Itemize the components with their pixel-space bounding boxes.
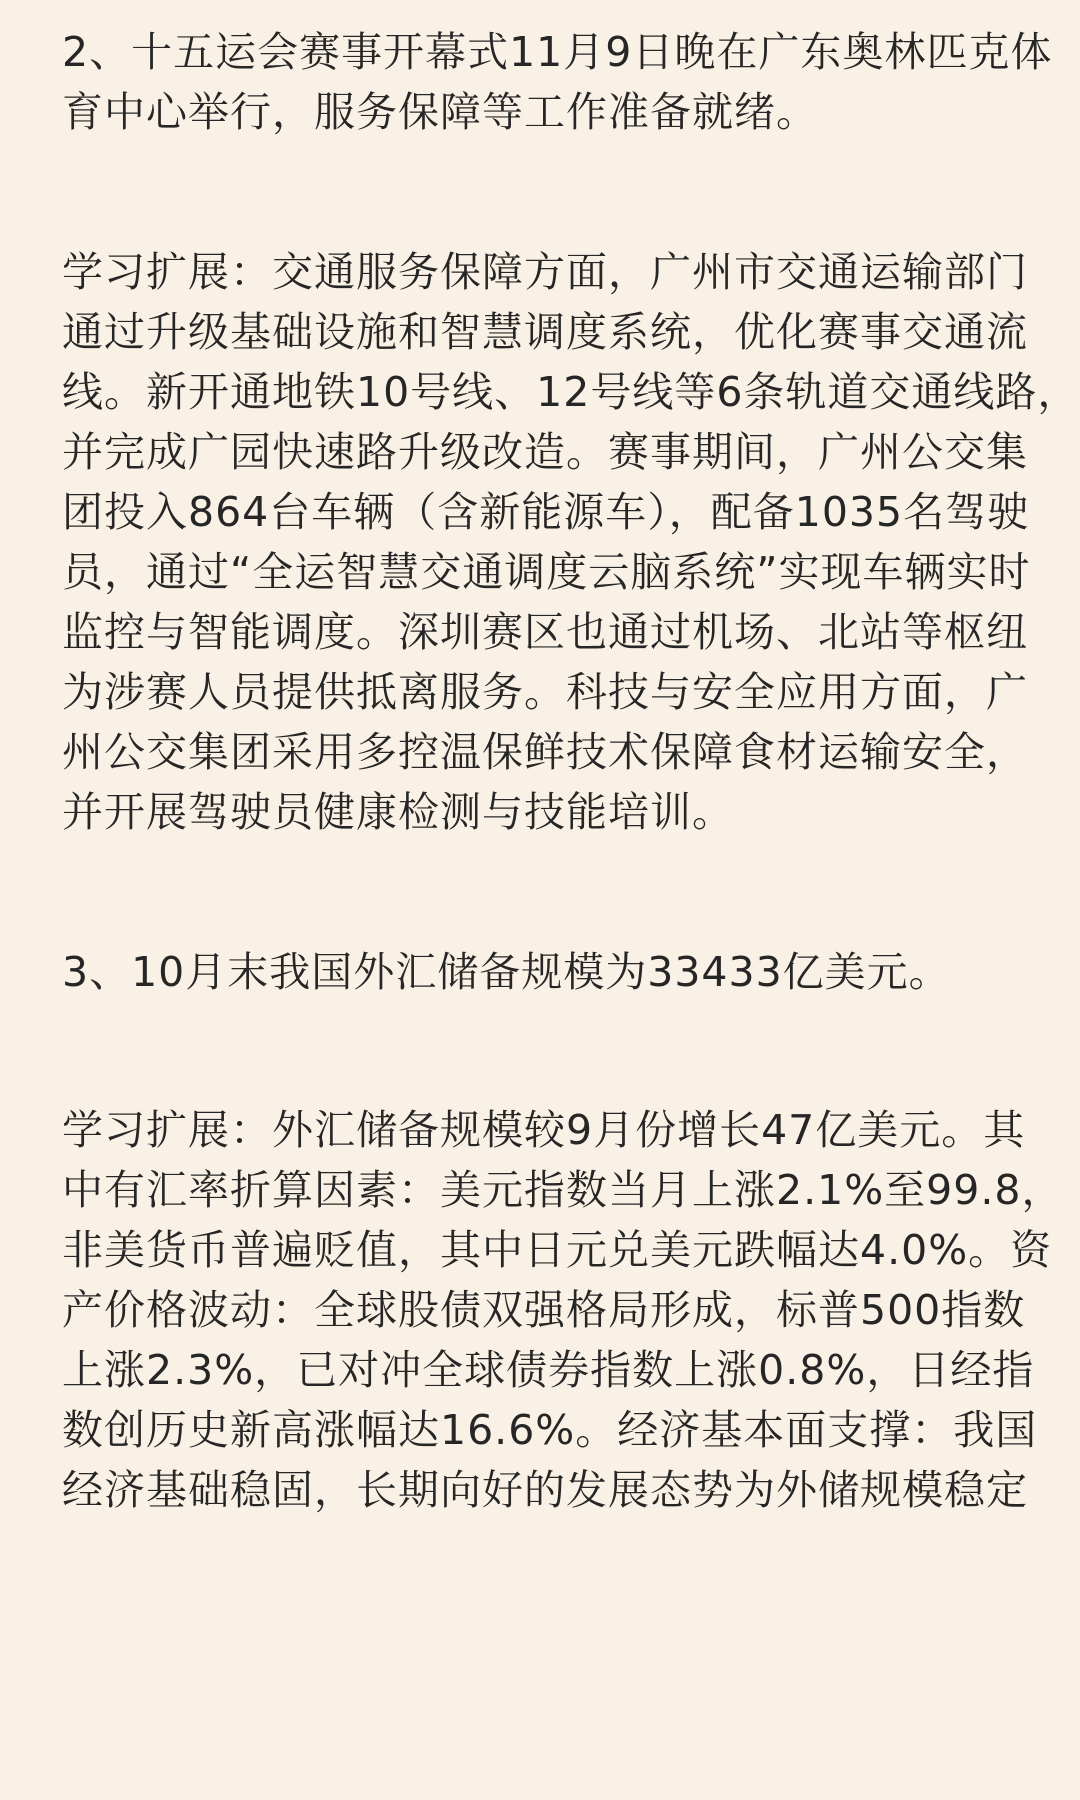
study-extension-2-line: 监控与智能调度。深圳赛区也通过机场、北站等枢纽 xyxy=(62,608,1028,656)
study-extension-2-line: 学习扩展：交通服务保障方面，广州市交通运输部门 xyxy=(62,248,1028,296)
news-item-3-line: 3、10月末我国外汇储备规模为33433亿美元。 xyxy=(62,948,951,996)
study-extension-3-line: 数创历史新高涨幅达16.6%。经济基本面支撑：我国 xyxy=(62,1406,1038,1454)
study-extension-3-line: 产价格波动：全球股债双强格局形成，标普500指数 xyxy=(62,1286,1026,1334)
study-extension-3-line: 经济基础稳固，长期向好的发展态势为外储规模稳定 xyxy=(62,1466,1028,1514)
study-extension-2-line: 并完成广园快速路升级改造。赛事期间，广州公交集 xyxy=(62,428,1028,476)
study-extension-2-line: 员，通过“全运智慧交通调度云脑系统”实现车辆实时 xyxy=(62,548,1031,596)
study-extension-2-line: 州公交集团采用多控温保鲜技术保障食材运输安全， xyxy=(62,728,1028,776)
study-extension-2-line: 线。新开通地铁10号线、12号线等6条轨道交通线路， xyxy=(62,368,1080,416)
study-extension-2 xyxy=(62,242,1080,842)
study-extension-2-line: 并开展驾驶员健康检测与技能培训。 xyxy=(62,788,734,836)
study-extension-2-line: 通过升级基础设施和智慧调度系统，优化赛事交通流 xyxy=(62,308,1028,356)
paragraph-gap xyxy=(62,842,1022,942)
study-extension-3-line: 上涨2.3%，已对冲全球债券指数上涨0.8%，日经指 xyxy=(62,1346,1035,1394)
study-extension-3 xyxy=(62,1100,1064,1520)
study-extension-3-line: 中有汇率折算因素：美元指数当月上涨2.1%至99.8， xyxy=(62,1166,1064,1214)
news-item-2-line: 育中心举行，服务保障等工作准备就绪。 xyxy=(62,88,818,136)
study-extension-2-line: 团投入864台车辆（含新能源车），配备1035名驾驶 xyxy=(62,488,1030,536)
news-item-2-line: 2、十五运会赛事开幕式11月9日晚在广东奥林匹克体 xyxy=(62,28,1053,76)
study-extension-3-line: 非美货币普遍贬值，其中日元兑美元跌幅达4.0%。资 xyxy=(62,1226,1053,1274)
paragraph-gap xyxy=(62,1002,1022,1100)
study-extension-2-line: 为涉赛人员提供抵离服务。科技与安全应用方面，广 xyxy=(62,668,1028,716)
paragraph-gap xyxy=(62,142,1022,242)
study-extension-3-line: 学习扩展：外汇储备规模较9月份增长47亿美元。其 xyxy=(62,1106,1026,1154)
news-item-2 xyxy=(62,22,1053,142)
news-item-3 xyxy=(62,942,1022,1002)
